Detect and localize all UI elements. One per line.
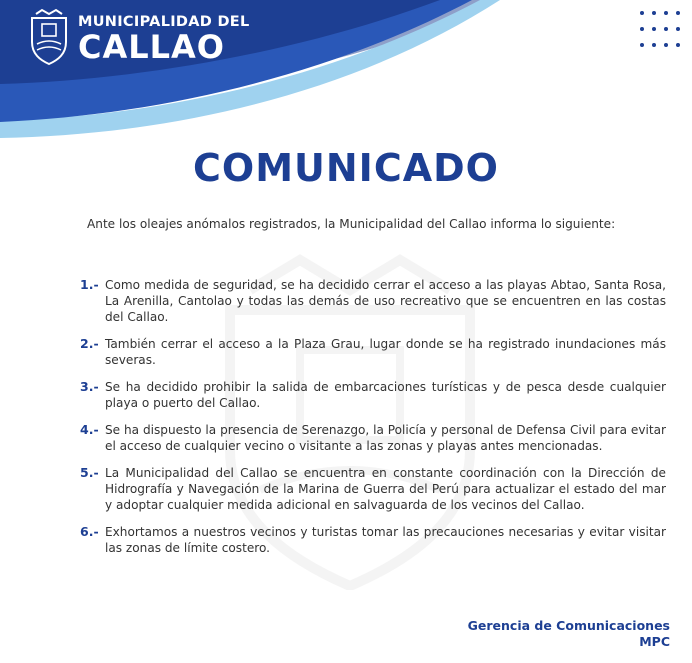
item-text: Como medida de seguridad, se ha decidido cerrar el acceso a las playas Abtao, Santa Rosa, La Arenilla, Cantolao y todas las demás de uso recreativo que se encuentren en las costas del Callao.: [105, 278, 666, 324]
list-item: [80, 422, 666, 454]
list-item: [80, 465, 666, 513]
item-text: La Municipalidad del Callao se encuentra en constante coordinación con la Dirección de Hidrografía y Navegación de la Marina de Guerra del Perú para actualizar el estado del mar y adoptar cualquier medida adicional en salvaguarda de los vecinos del Callao.: [105, 466, 666, 512]
item-number: 1.-: [80, 277, 99, 292]
signature-block: [468, 618, 670, 650]
list-item: [80, 277, 666, 325]
signature-department: Gerencia de Comunicaciones: [467, 618, 670, 633]
logo-line-2: CALLAO: [78, 28, 225, 66]
item-number: 3.-: [80, 379, 99, 394]
logo-wordmark: [78, 14, 250, 64]
item-number: 6.-: [80, 524, 99, 539]
list-item: [80, 336, 666, 368]
item-text: Se ha dispuesto la presencia de Serenazgo, la Policía y personal de Defensa Civil para evitar el acceso de cualquier vecino o visitante a las zonas y playas antes mencionadas.: [105, 423, 666, 453]
callao-crest-icon: [26, 8, 72, 66]
list-item: [80, 524, 666, 556]
item-number: 2.-: [80, 336, 99, 351]
item-text: Exhortamos a nuestros vecinos y turistas tomar las precauciones necesarias y evitar visitar las zonas de límite costero.: [105, 525, 666, 555]
list-item: [80, 379, 666, 411]
dot-grid-icon: [638, 9, 684, 61]
logo-line-1: MUNICIPALIDAD DEL: [78, 14, 250, 30]
intro-paragraph: Ante los oleajes anómalos registrados, la Municipalidad del Callao informa lo siguiente:: [87, 217, 616, 231]
item-number: 4.-: [80, 422, 99, 437]
signature-abbreviation: MPC: [639, 634, 670, 649]
item-text: Se ha decidido prohibir la salida de embarcaciones turísticas y de pesca desde cualquier playa o puerto del Callao.: [105, 380, 666, 410]
item-text: También cerrar el acceso a la Plaza Grau, lugar donde se ha registrado inundaciones más severas.: [105, 337, 666, 367]
item-number: 5.-: [80, 465, 99, 480]
announcement-list: [80, 277, 666, 567]
page-title: COMUNICADO: [193, 146, 499, 190]
